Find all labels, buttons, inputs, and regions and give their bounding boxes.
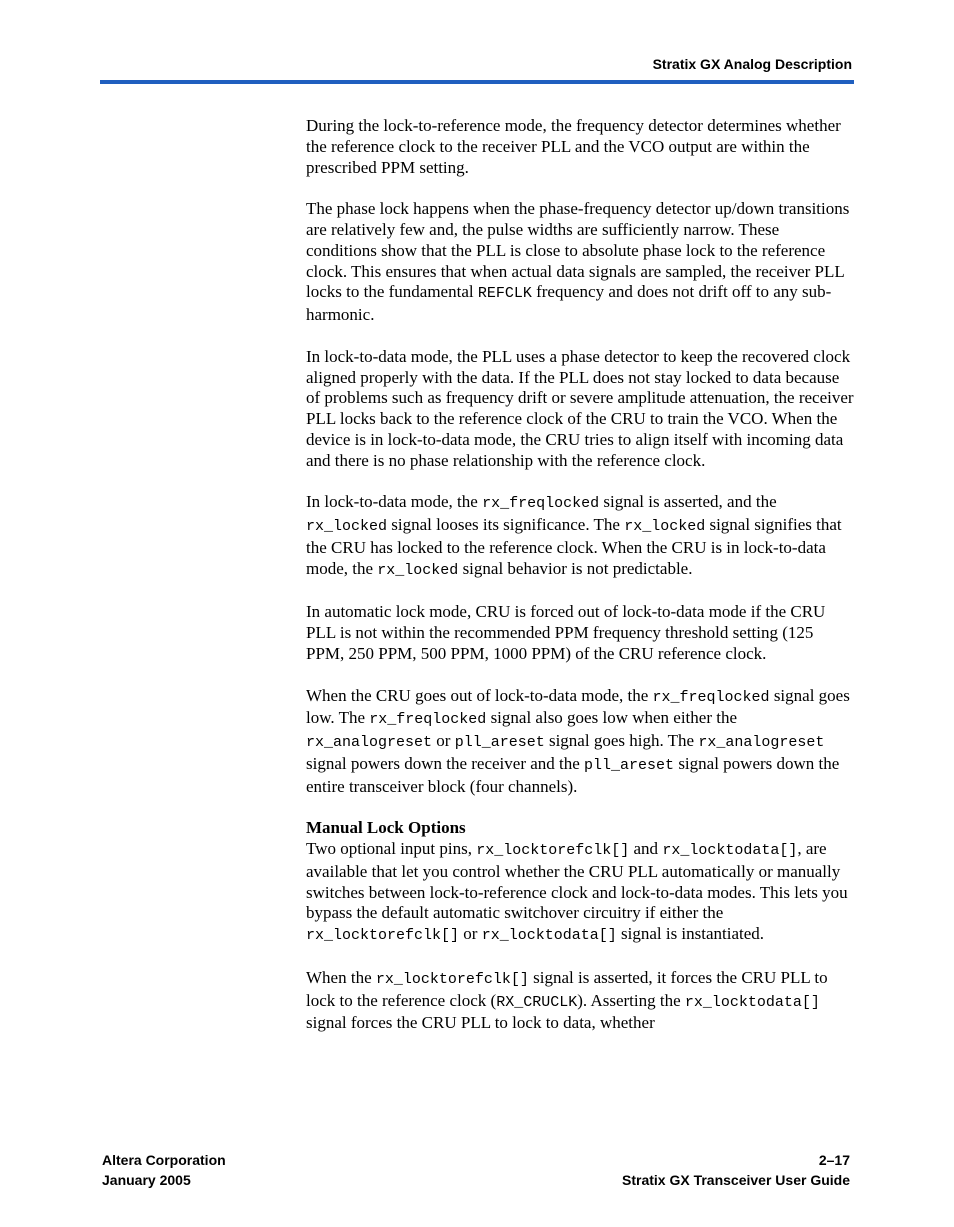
text-run: ). Asserting the [577, 990, 685, 1010]
paragraph-phase-lock [306, 199, 854, 326]
text-run: In automatic lock mode, CRU is forced out of lock-to-data mode if the CRU PLL is not within the recommended PPM frequency threshold setting (125 PPM, 250 PPM, 500 PPM, 1000 PPM) of the CRU reference clock. [306, 602, 826, 663]
code-signal: pll_areset [584, 756, 675, 774]
text-run: In lock-to-data mode, the [306, 492, 483, 512]
code-signal: rx_locktorefclk[] [306, 927, 460, 945]
text-run: signal forces the CRU PLL to lock to data, whether [306, 1013, 655, 1033]
code-signal: rx_freqlocked [652, 688, 770, 706]
footer-company: Altera Corporation [102, 1152, 226, 1168]
code-signal: rx_locktorefclk[] [375, 970, 529, 988]
text-run: signal signifies that the CRU has locked to the reference clock. When the CRU is in lock-to-data mode, the [306, 515, 842, 578]
code-signal: rx_locked [377, 561, 459, 579]
code-signal: RX_CRUCLK [496, 993, 578, 1011]
footer-right [622, 1150, 850, 1190]
code-signal: rx_freqlocked [482, 495, 600, 513]
text-run: , are available that let you control whether the CRU PLL automatically or manually switches between lock-to-reference clock and lock-to-data modes. This lets you bypass the default automatic switchover circuitry if either the [306, 839, 848, 923]
text-run: or [432, 731, 455, 751]
code-signal: rx_locktodata[] [662, 842, 798, 860]
text-run: signal is instantiated. [616, 924, 765, 944]
page-number: 2–17 [818, 1152, 850, 1168]
paragraph-lock-to-data [306, 347, 854, 472]
text-run: signal also goes low when either the [486, 708, 738, 728]
text-run: signal powers down the entire transceiver block (four channels). [306, 753, 840, 796]
paragraph-automatic-lock [306, 602, 854, 664]
footer-date: January 2005 [102, 1172, 191, 1188]
code-signal: pll_areset [454, 734, 545, 752]
code-signal: rx_locktodata[] [481, 927, 617, 945]
paragraph-manual-lock [306, 818, 854, 947]
text-run: When the CRU goes out of lock-to-data mode, the [306, 685, 653, 705]
code-signal: rx_locktodata[] [684, 993, 820, 1011]
code-signal: rx_locktorefclk[] [476, 842, 630, 860]
text-run: and [629, 839, 663, 859]
text-run: Two optional input pins, [306, 839, 477, 859]
body-text [306, 116, 854, 1034]
text-run: or [459, 924, 482, 944]
text-run: When the [306, 967, 376, 987]
text-run: In lock-to-data mode, the PLL uses a phase detector to keep the recovered clock aligned properly with the data. If the PLL does not stay locked to data because of problems such as frequency drift or severe amplitude attenuation, the receiver PLL locks back to the reference clock of the CRU to train the VCO. When the device is in lock-to-data mode, the CRU tries to align itself with incoming data and there is no phase relationship with the reference clock. [306, 346, 854, 470]
text-run: signal is asserted, and the [599, 492, 777, 512]
running-header: Stratix GX Analog Description [652, 56, 852, 72]
code-signal: rx_freqlocked [369, 711, 487, 729]
text-run: signal is asserted, it forces the CRU PLL to lock to the reference clock ( [306, 967, 828, 1010]
text-run: The phase lock happens when the phase-frequency detector up/down transitions are relatively few and, the pulse widths are sufficiently narrow. These conditions show that the PLL is close to absolute phase lock to the reference clock. This ensures that when actual data signals are sampled, the receiver PLL locks to the fundamental [306, 199, 850, 302]
footer-guide-title: Stratix GX Transceiver User Guide [622, 1172, 850, 1188]
code-refclk: REFCLK [477, 285, 532, 303]
header-rule [100, 80, 854, 84]
text-run: During the lock-to-reference mode, the frequency detector determines whether the reference clock to the receiver PLL and the VCO output are within the prescribed PPM setting. [306, 116, 841, 177]
text-run: frequency and does not drift off to any sub-harmonic. [306, 282, 832, 325]
code-signal: rx_locked [624, 518, 706, 536]
text-run: signal behavior is not predictable. [458, 558, 693, 578]
code-signal: rx_analogreset [698, 734, 825, 752]
paragraph-freqlocked [306, 686, 854, 798]
paragraph-rx-locked [306, 492, 854, 581]
text-run: signal looses its significance. The [387, 515, 625, 535]
section-heading: Manual Lock Options [306, 818, 466, 838]
paragraph-locktorefclk [306, 968, 854, 1034]
footer-left [102, 1150, 226, 1190]
text-run: signal powers down the receiver and the [306, 753, 585, 773]
code-signal: rx_locked [306, 518, 388, 536]
code-signal: rx_analogreset [306, 734, 433, 752]
text-run: signal goes low. The [306, 685, 850, 728]
text-run: signal goes high. The [544, 731, 699, 751]
paragraph-lock-to-reference [306, 116, 854, 178]
